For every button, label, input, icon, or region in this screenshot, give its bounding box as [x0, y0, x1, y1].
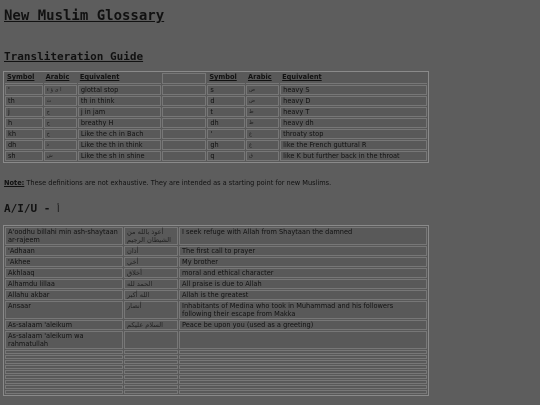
- arabic-cell: ظ: [246, 118, 279, 128]
- arabic-cell: السلام عليكم: [124, 320, 178, 330]
- definition-cell: The first call to prayer: [179, 246, 427, 256]
- empty-cell: [5, 370, 123, 374]
- symbol-cell: d: [207, 96, 245, 106]
- empty-cell: [179, 370, 427, 374]
- empty-cell: [5, 385, 123, 389]
- empty-cell: [179, 350, 427, 354]
- empty-row: [5, 350, 427, 354]
- arabic-cell: ح: [44, 118, 77, 128]
- empty-row: [5, 380, 427, 384]
- column-spacer: [162, 107, 206, 117]
- transliteration-heading: Transliteration Guide: [4, 50, 144, 63]
- symbol-cell: ': [5, 85, 43, 95]
- glossary-table: [3, 225, 429, 396]
- symbol-cell: t: [207, 107, 245, 117]
- equivalent-cell: heavy S: [280, 85, 427, 95]
- empty-row: [5, 365, 427, 369]
- equivalent-cell: throaty stop: [280, 129, 427, 139]
- column-header: Arabic: [44, 73, 77, 84]
- empty-cell: [124, 365, 178, 369]
- table-row: [5, 257, 427, 267]
- table-row: [5, 268, 427, 278]
- symbol-cell: gh: [207, 140, 245, 150]
- term-cell: 'Akhee: [5, 257, 123, 267]
- definition-cell: Peace be upon you (used as a greeting): [179, 320, 427, 330]
- table-row: [5, 246, 427, 256]
- section-heading: [4, 202, 60, 215]
- arabic-cell: ج: [44, 107, 77, 117]
- arabic-cell: ث: [44, 96, 77, 106]
- arabic-cell: غ: [246, 140, 279, 150]
- empty-cell: [124, 385, 178, 389]
- section-title: A/I/U -: [4, 202, 57, 215]
- empty-cell: [5, 355, 123, 359]
- arabic-cell: ص: [246, 85, 279, 95]
- empty-row: [5, 375, 427, 379]
- column-spacer: [162, 151, 206, 161]
- table-row: [5, 227, 427, 245]
- arabic-cell: أذان: [124, 246, 178, 256]
- table-row: [5, 140, 427, 150]
- column-spacer: [162, 96, 206, 106]
- arabic-cell: ض: [246, 96, 279, 106]
- symbol-cell: dh: [5, 140, 43, 150]
- symbol-cell: j: [5, 107, 43, 117]
- empty-cell: [179, 355, 427, 359]
- empty-cell: [124, 350, 178, 354]
- column-spacer: [162, 140, 206, 150]
- equivalent-cell: Like the ch in Bach: [78, 129, 161, 139]
- arabic-cell: ع: [246, 129, 279, 139]
- arabic-cell: ش: [44, 151, 77, 161]
- arabic-cell: الحمد لله: [124, 279, 178, 289]
- equivalent-cell: heavy dh: [280, 118, 427, 128]
- equivalent-cell: Like the th in think: [78, 140, 161, 150]
- arabic-cell: ذ: [44, 140, 77, 150]
- empty-cell: [124, 355, 178, 359]
- symbol-cell: dh: [207, 118, 245, 128]
- column-header: Equivalent: [280, 73, 427, 84]
- note-text: These definitions are not exhaustive. They are intended as a starting point for new Muslims.: [24, 179, 332, 187]
- transliteration-table: [3, 71, 429, 163]
- definition-cell: moral and ethical character: [179, 268, 427, 278]
- symbol-cell: q: [207, 151, 245, 161]
- empty-cell: [5, 360, 123, 364]
- empty-cell: [5, 375, 123, 379]
- empty-cell: [5, 390, 123, 394]
- table-header-row: [5, 73, 427, 84]
- symbol-cell: sh: [5, 151, 43, 161]
- note-label: Note:: [4, 179, 25, 187]
- section-arabic-letter: أ: [56, 205, 60, 215]
- arabic-cell: ط: [246, 107, 279, 117]
- term-cell: A'oodhu billahi min ash-shaytaan ar-rajeem: [5, 227, 123, 245]
- column-header: Equivalent: [78, 73, 161, 84]
- page-title: New Muslim Glossary: [4, 8, 165, 24]
- empty-cell: [5, 350, 123, 354]
- empty-row: [5, 390, 427, 394]
- equivalent-cell: th in think: [78, 96, 161, 106]
- equivalent-cell: heavy D: [280, 96, 427, 106]
- term-cell: Alhamdu lillaa: [5, 279, 123, 289]
- table-row: [5, 331, 427, 349]
- term-cell: Akhlaaq: [5, 268, 123, 278]
- term-cell: As-salaam 'aleikum wa rahmatullah: [5, 331, 123, 349]
- empty-cell: [179, 375, 427, 379]
- table-row: [5, 290, 427, 300]
- table-row: [5, 320, 427, 330]
- empty-cell: [179, 380, 427, 384]
- equivalent-cell: like the French guttural R: [280, 140, 427, 150]
- term-cell: As-salaam 'aleikum: [5, 320, 123, 330]
- table-row: [5, 96, 427, 106]
- definition-cell: All praise is due to Allah: [179, 279, 427, 289]
- empty-cell: [179, 390, 427, 394]
- empty-cell: [5, 365, 123, 369]
- column-header: Symbol: [5, 73, 43, 84]
- empty-row: [5, 360, 427, 364]
- column-spacer: [162, 85, 206, 95]
- arabic-cell: أنصار: [124, 301, 178, 319]
- arabic-cell: خ: [44, 129, 77, 139]
- empty-cell: [179, 385, 427, 389]
- term-cell: Allahu akbar: [5, 290, 123, 300]
- empty-cell: [124, 360, 178, 364]
- empty-row: [5, 370, 427, 374]
- column-spacer: [162, 118, 206, 128]
- empty-row: [5, 385, 427, 389]
- definition-cell: My brother: [179, 257, 427, 267]
- equivalent-cell: like K but further back in the throat: [280, 151, 427, 161]
- symbol-cell: s: [207, 85, 245, 95]
- table-row: [5, 129, 427, 139]
- column-header: Arabic: [246, 73, 279, 84]
- column-spacer: [162, 73, 206, 84]
- empty-cell: [124, 390, 178, 394]
- definition-cell: [179, 331, 427, 349]
- empty-cell: [5, 380, 123, 384]
- empty-cell: [124, 370, 178, 374]
- table-row: [5, 279, 427, 289]
- definition-cell: Inhabitants of Medina who took in Muhammad and his followers following their escape from Makka: [179, 301, 427, 319]
- arabic-cell: أخلاق: [124, 268, 178, 278]
- arabic-cell: ا ى ؤ ء: [44, 85, 77, 95]
- term-cell: 'Adhaan: [5, 246, 123, 256]
- column-header: Symbol: [207, 73, 245, 84]
- equivalent-cell: breathy H: [78, 118, 161, 128]
- equivalent-cell: heavy T: [280, 107, 427, 117]
- note: [4, 179, 331, 187]
- equivalent-cell: glottal stop: [78, 85, 161, 95]
- equivalent-cell: Like the sh in shine: [78, 151, 161, 161]
- table-row: [5, 118, 427, 128]
- empty-cell: [124, 380, 178, 384]
- term-cell: Ansaar: [5, 301, 123, 319]
- definition-cell: I seek refuge with Allah from Shaytaan the damned: [179, 227, 427, 245]
- arabic-cell: ق: [246, 151, 279, 161]
- arabic-cell: أعوذ بالله من الشيطان الرجيم: [124, 227, 178, 245]
- symbol-cell: ': [207, 129, 245, 139]
- arabic-cell: الله أكبر: [124, 290, 178, 300]
- arabic-cell: أخي: [124, 257, 178, 267]
- arabic-cell: [124, 331, 178, 349]
- empty-row: [5, 355, 427, 359]
- empty-cell: [179, 360, 427, 364]
- table-row: [5, 85, 427, 95]
- empty-cell: [124, 375, 178, 379]
- definition-cell: Allah is the greatest: [179, 290, 427, 300]
- column-spacer: [162, 129, 206, 139]
- symbol-cell: h: [5, 118, 43, 128]
- table-row: [5, 301, 427, 319]
- symbol-cell: kh: [5, 129, 43, 139]
- empty-cell: [179, 365, 427, 369]
- symbol-cell: th: [5, 96, 43, 106]
- table-row: [5, 151, 427, 161]
- equivalent-cell: j in jam: [78, 107, 161, 117]
- table-row: [5, 107, 427, 117]
